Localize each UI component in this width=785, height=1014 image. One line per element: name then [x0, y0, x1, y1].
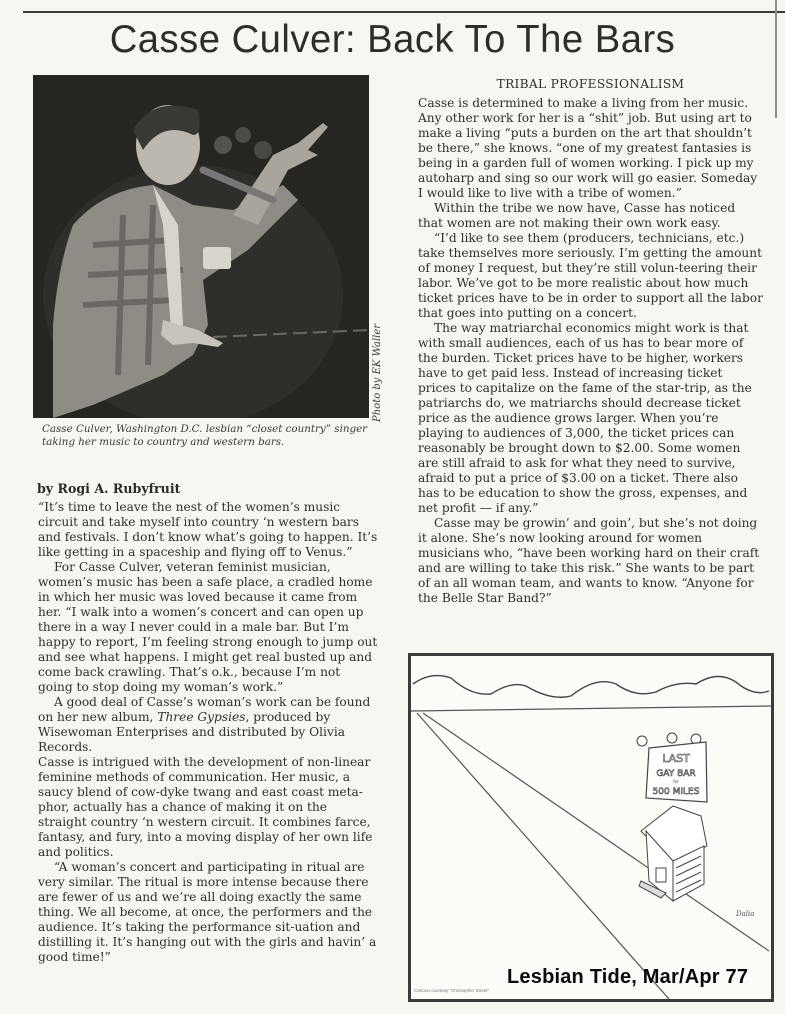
album-title: Three Gypsies: [157, 710, 246, 724]
photo-caption: Casse Culver, Washington D.C. lesbian “closet country” singer taking her music to country and western bars.: [42, 423, 368, 448]
sign-line-4: 500 MILES: [652, 787, 700, 797]
paragraph: “It’s time to leave the nest of the women’s music circuit and take myself into country ‘n western bars and festivals. I don’t know what’s going to happen. It’s like getting in a spaceship and flying off to Venus.”: [38, 500, 378, 559]
sign-line-1: LAST: [662, 752, 690, 765]
paragraph: “A woman’s concert and participating in ritual are very similar. The ritual is more intense because there are fewer of us and we’re all doing exactly the same thing. We all become, at once, the performers and the audience. It’s taking the performance sit-uation and distilling it. It’s hanging out with the girls and havin’ a good time!”: [38, 860, 377, 964]
source-label: Lesbian Tide, Mar/Apr 77: [507, 966, 749, 988]
top-rule: [23, 11, 785, 13]
paragraph: “I’d like to see them (producers, technicians, etc.) take themselves more seriously. I’m getting the amount of money I request, but they’re still volun-teering their labor. We’ve got to be more realistic about how much ticket prices have to be in order to support all the labor that goes into putting on a concert.: [418, 231, 763, 320]
section-heading: TRIBAL PROFESSIONALISM: [496, 77, 685, 91]
paragraph-text: , produced by Wisewoman Enterprises and distributed by Olivia Records.: [38, 710, 345, 754]
cartoon: [408, 653, 774, 1002]
paragraph: For Casse Culver, veteran feminist musician, women’s music has been a safe place, a cradled home in which her music was loved because it came from her. “I walk into a women’s concert and can open up there in a way I never could in a male bar. But I’m happy to report, I’m feeling strong enough to jump out and see what happens. I might get real busted up and come back crawling. That’s o.k., because I’m not going to stop doing my woman’s work.”: [38, 560, 378, 694]
sign-line-3: for: [673, 779, 679, 784]
paragraph: Within the tribe we now have, Casse has noticed that women are not making their own work easy.: [418, 201, 736, 230]
singer-photo-illustration: [33, 75, 369, 418]
paragraph: Casse may be growin’ and goin’, but she’s not doing it alone. She’s now looking around for women musicians who, “have been working hard on their craft and are willing to take this risk.” She wants to be part of an all woman team, and wants to know. “Anyone for the Belle Star Band?”: [418, 516, 760, 605]
paragraph: Casse is determined to make a living from her music. Any other work for her is a “shit” job. But using art to make a living “puts a burden on the art that shouldn’t be there,” she knows. “one of my greatest fantasies is being in a garden full of women working. I pick up my autoharp and sing so our work will go easier. Someday I would like to live with a tribe of women.”: [418, 96, 758, 200]
paragraph: [38, 695, 378, 755]
cartoon-illustration: [411, 656, 771, 999]
photo-credit: Photo by EK Waller: [372, 323, 383, 422]
byline: by Rogi A. Rubyfruit: [37, 481, 181, 496]
artist-signature: Dalia: [736, 910, 755, 918]
bar-sign: [637, 733, 707, 802]
left-column: [38, 500, 378, 965]
headline: Casse Culver: Back To The Bars: [109, 18, 676, 61]
article-photo: [33, 75, 369, 418]
cartoon-credit: Cartoon courtesy “Christopher Street”: [414, 988, 490, 993]
paragraph: The way matriarchal economics might work is that with small audiences, each of us has to bear more of the burden. Ticket prices have to be higher, workers have to get paid less. Instead of increasing ticket prices to capitalize on the fame of the star-trip, as the patriarchs do, we matriarchs should decrease ticket price as the audience grows larger. When you’re playing to audiences of 3,000, the ticket prices can reasonably be brought down to $2.00. Some women are still afraid to ask for what they need to survive, afraid to put a price of $3.00 on a ticket. There also has to be education to show the gross, expenses, and net profit — if any.”: [418, 321, 752, 515]
sign-line-2: GAY BAR: [656, 769, 696, 779]
paragraph: Casse is intrigued with the development of non-linear feminine methods of communication. Her music, a saucy blend of cow-dyke twang and east coast meta-phor, actually has a chance of making it on the straight country ‘n western circuit. It combines farce, fantasy, and fury, into a moving display of her own life and politics.: [38, 755, 373, 859]
paragraph-text: A good deal of Casse’s woman’s work can be found on her new album,: [38, 695, 371, 724]
right-column: [418, 96, 763, 606]
bar-shack: [639, 806, 707, 901]
